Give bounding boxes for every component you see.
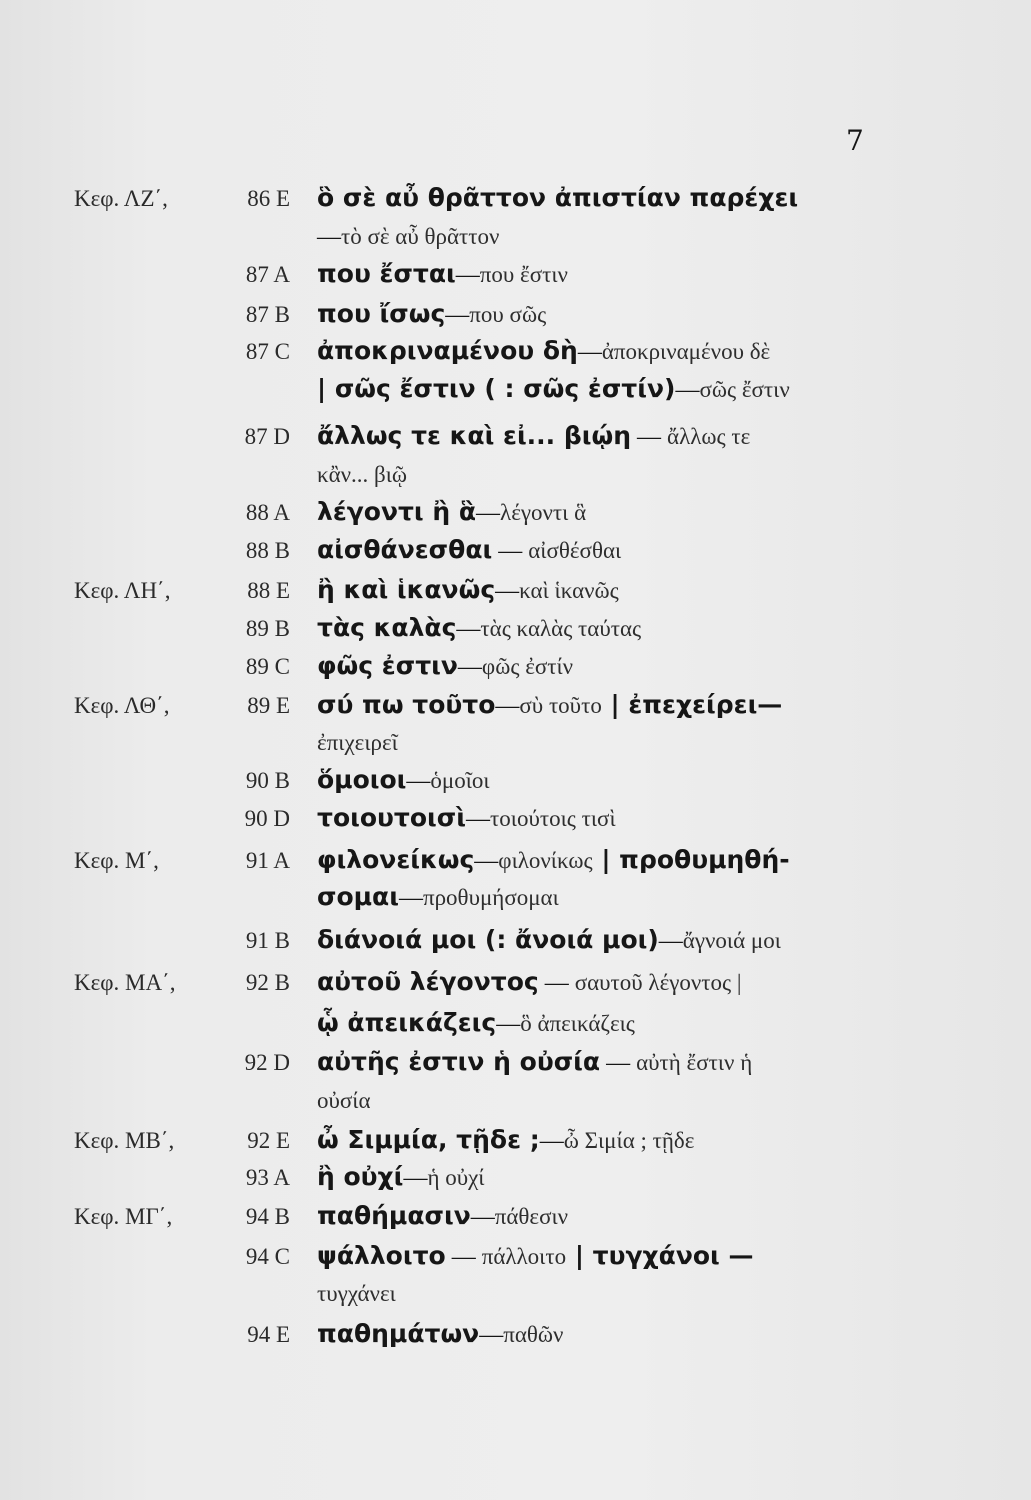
apparatus-line [317, 535, 621, 565]
reading-text: αἰσθάνεσθαι [317, 535, 493, 564]
apparatus-line [317, 221, 499, 251]
reading-text: φιλονείκως [317, 845, 475, 874]
separator-dash: — [317, 224, 341, 250]
apparatus-line [317, 727, 398, 757]
passage-reference: 94 C [245, 1244, 290, 1269]
variant-text: πάλλοιτο [481, 1244, 567, 1269]
separator-dash: — [445, 1244, 482, 1270]
chapter-label: Κεφ. ΛΖ΄, [74, 186, 168, 211]
separator-dash: — [658, 928, 683, 954]
variant-text: φῶς ἐστίν [481, 654, 574, 679]
passage-reference: 89 C [245, 654, 290, 679]
apparatus-line [317, 1278, 396, 1308]
apparatus-line [317, 845, 790, 875]
reading-text: ἢ καὶ ἱκανῶς [317, 575, 496, 604]
passage-reference: 89 B [245, 616, 290, 641]
variant-text: τὰς καλὰς ταύτας [480, 616, 642, 641]
apparatus-line [317, 497, 586, 527]
apparatus-line [317, 259, 568, 289]
apparatus-line [317, 1085, 371, 1115]
reading-text: διάνοιά μοι (: ἄνοιά μοι) [317, 925, 659, 954]
apparatus-line [317, 1162, 485, 1192]
apparatus-line [317, 1319, 563, 1349]
variant-text: οὐσία [317, 1088, 371, 1113]
reading-text: ὃ σὲ αὖ θρᾶττον ἀπιστίαν παρέχει [317, 183, 799, 212]
passage-reference: 91 A [245, 848, 290, 873]
variant-text: ἡ οὐχί [427, 1165, 485, 1190]
variant-text: ἀποκριναμένου δὲ [601, 339, 771, 364]
apparatus-line [317, 613, 641, 643]
passage-reference: 94 E [247, 1322, 290, 1347]
passage-reference: 87 C [245, 339, 290, 364]
apparatus-line [317, 575, 619, 605]
variant-text: σῶς ἔστιν [699, 377, 790, 402]
separator-dash: — [456, 616, 481, 642]
chapter-label: Κεφ. ΜΒ΄, [74, 1128, 175, 1153]
variant-text: ἐπιχειρεῖ [317, 730, 398, 755]
separator-dash: — [476, 500, 501, 526]
apparatus-line [317, 690, 782, 720]
apparatus-line [317, 183, 798, 213]
reading-text: σομαι [317, 882, 399, 911]
apparatus-line [317, 1201, 568, 1231]
passage-reference: 88 B [245, 538, 290, 563]
apparatus-line [317, 1008, 635, 1038]
reading-text: παθήμασιν [317, 1201, 471, 1230]
variant-text: ὁμοῖοι [430, 768, 490, 793]
reading-text: που ἴσως [317, 299, 446, 328]
reading-text: | ἐπεχείρει— [601, 690, 783, 719]
passage-reference: 87 B [245, 302, 290, 327]
separator-dash: — [675, 377, 700, 403]
variant-text: που ἔστιν [479, 262, 568, 287]
separator-dash: — [496, 1011, 521, 1037]
reading-text: ψάλλοιτο [317, 1241, 446, 1270]
chapter-label: Κεφ. ΜΓ΄, [74, 1204, 173, 1229]
variant-text: πάθεσιν [494, 1204, 569, 1229]
reading-text: τὰς καλὰς [317, 613, 457, 642]
variant-text: κἂν... βιῷ [317, 462, 408, 487]
apparatus-line [317, 967, 742, 997]
apparatus-line [317, 925, 781, 955]
separator-dash: — [479, 1322, 504, 1348]
variant-text: καὶ ἱκανῶς [519, 578, 619, 603]
variant-text: τυγχάνει [317, 1281, 396, 1306]
apparatus-line [317, 765, 490, 795]
chapter-label: Κεφ. ΛΘ΄, [74, 693, 170, 718]
apparatus-line [317, 1125, 694, 1155]
chapter-label: Κεφ. ΛΗ΄, [74, 578, 171, 603]
reading-text: | τυγχάνοι — [566, 1241, 754, 1270]
separator-dash: — [455, 262, 480, 288]
reading-text: λέγοντι ἢ ἃ [317, 497, 477, 526]
separator-dash: — [403, 1165, 428, 1191]
reading-text: ἀποκριναμένου δὴ [317, 336, 578, 365]
reading-text: ἢ οὐχί [317, 1162, 404, 1191]
separator-dash: — [539, 1128, 564, 1154]
separator-dash: — [577, 339, 602, 365]
separator-dash: — [538, 970, 575, 996]
separator-dash: — [495, 693, 520, 719]
variant-text: ὃ ἀπεικάζεις [520, 1011, 635, 1036]
variant-text: τοιούτοις τισὶ [490, 806, 616, 831]
variant-text: ἄλλως τε [667, 424, 751, 449]
variant-text: λέγοντι ἃ [500, 500, 587, 525]
variant-text: σὺ τοῦτο [519, 693, 602, 718]
reading-text: | σῶς ἔστιν ( : σῶς ἐστίν) [317, 374, 676, 403]
passage-reference: 90 B [245, 768, 290, 793]
passage-reference: 94 B [245, 1204, 290, 1229]
variant-text: προθυμήσομαι [422, 885, 559, 910]
variant-text: παθῶν [503, 1322, 564, 1347]
passage-reference: 89 E [247, 693, 290, 718]
separator-dash: — [445, 302, 470, 328]
reading-text: | προθυμηθή- [592, 845, 790, 874]
apparatus-line [317, 1241, 753, 1271]
separator-dash: — [600, 1050, 637, 1076]
variant-text: αὐτὴ ἔστιν ἡ [636, 1050, 753, 1075]
apparatus-line [317, 299, 546, 329]
separator-dash: — [398, 885, 423, 911]
apparatus-line [317, 1047, 752, 1077]
apparatus-line [317, 374, 790, 404]
apparatus-line [317, 803, 616, 833]
variant-text: αἰσθέσθαι [528, 538, 622, 563]
passage-reference: 88 A [245, 500, 290, 525]
apparatus-line [317, 336, 770, 366]
apparatus-line [317, 421, 750, 451]
reading-text: αὐτῆς ἐστιν ἡ οὐσία [317, 1047, 601, 1076]
separator-dash: — [474, 848, 499, 874]
variant-text: τὸ σὲ αὖ θρᾶττον [341, 224, 500, 249]
passage-reference: 88 E [247, 578, 290, 603]
passage-reference: 90 D [244, 806, 290, 831]
passage-reference: 87 D [244, 424, 290, 449]
variant-text: σαυτοῦ λέγοντος | [574, 970, 742, 995]
passage-reference: 92 B [245, 970, 290, 995]
separator-dash: — [466, 806, 491, 832]
reading-text: ᾧ ἀπεικάζεις [317, 1008, 497, 1037]
variant-text: ἄγνοιά μοι [682, 928, 781, 953]
reading-text: σύ πω τοῦτο [317, 690, 496, 719]
passage-reference: 91 B [245, 928, 290, 953]
reading-text: αὐτοῦ λέγοντος [317, 967, 539, 996]
variant-text: φιλονίκως [498, 848, 593, 873]
chapter-label: Κεφ. Μ΄, [74, 848, 159, 873]
reading-text: παθημάτων [317, 1319, 480, 1348]
passage-reference: 92 E [247, 1128, 290, 1153]
reading-text: που ἔσται [317, 259, 456, 288]
passage-reference: 87 A [245, 262, 290, 287]
separator-dash: — [631, 424, 668, 450]
reading-text: ὅμοιοι [317, 765, 407, 794]
passage-reference: 86 E [247, 186, 290, 211]
passage-reference: 93 A [245, 1165, 290, 1190]
reading-text: τοιουτοισὶ [317, 803, 467, 832]
variant-text: που σῶς [469, 302, 547, 327]
apparatus-line [317, 882, 559, 912]
apparatus-line [317, 651, 573, 681]
separator-dash: — [457, 654, 482, 680]
apparatus-line [317, 459, 407, 489]
reading-text: ἄλλως τε καὶ εἰ... βιῴη [317, 421, 632, 450]
reading-text: ὦ Σιμμία, τῇδε ; [317, 1125, 540, 1154]
reading-text: φῶς ἐστιν [317, 651, 458, 680]
variant-text: ὦ Σιμία ; τῇδε [563, 1128, 695, 1153]
separator-dash: — [495, 578, 520, 604]
chapter-label: Κεφ. ΜΑ΄, [74, 970, 176, 995]
passage-reference: 92 D [244, 1050, 290, 1075]
separator-dash: — [406, 768, 431, 794]
page-number: 7 [846, 124, 864, 157]
separator-dash: — [470, 1204, 495, 1230]
separator-dash: — [492, 538, 529, 564]
